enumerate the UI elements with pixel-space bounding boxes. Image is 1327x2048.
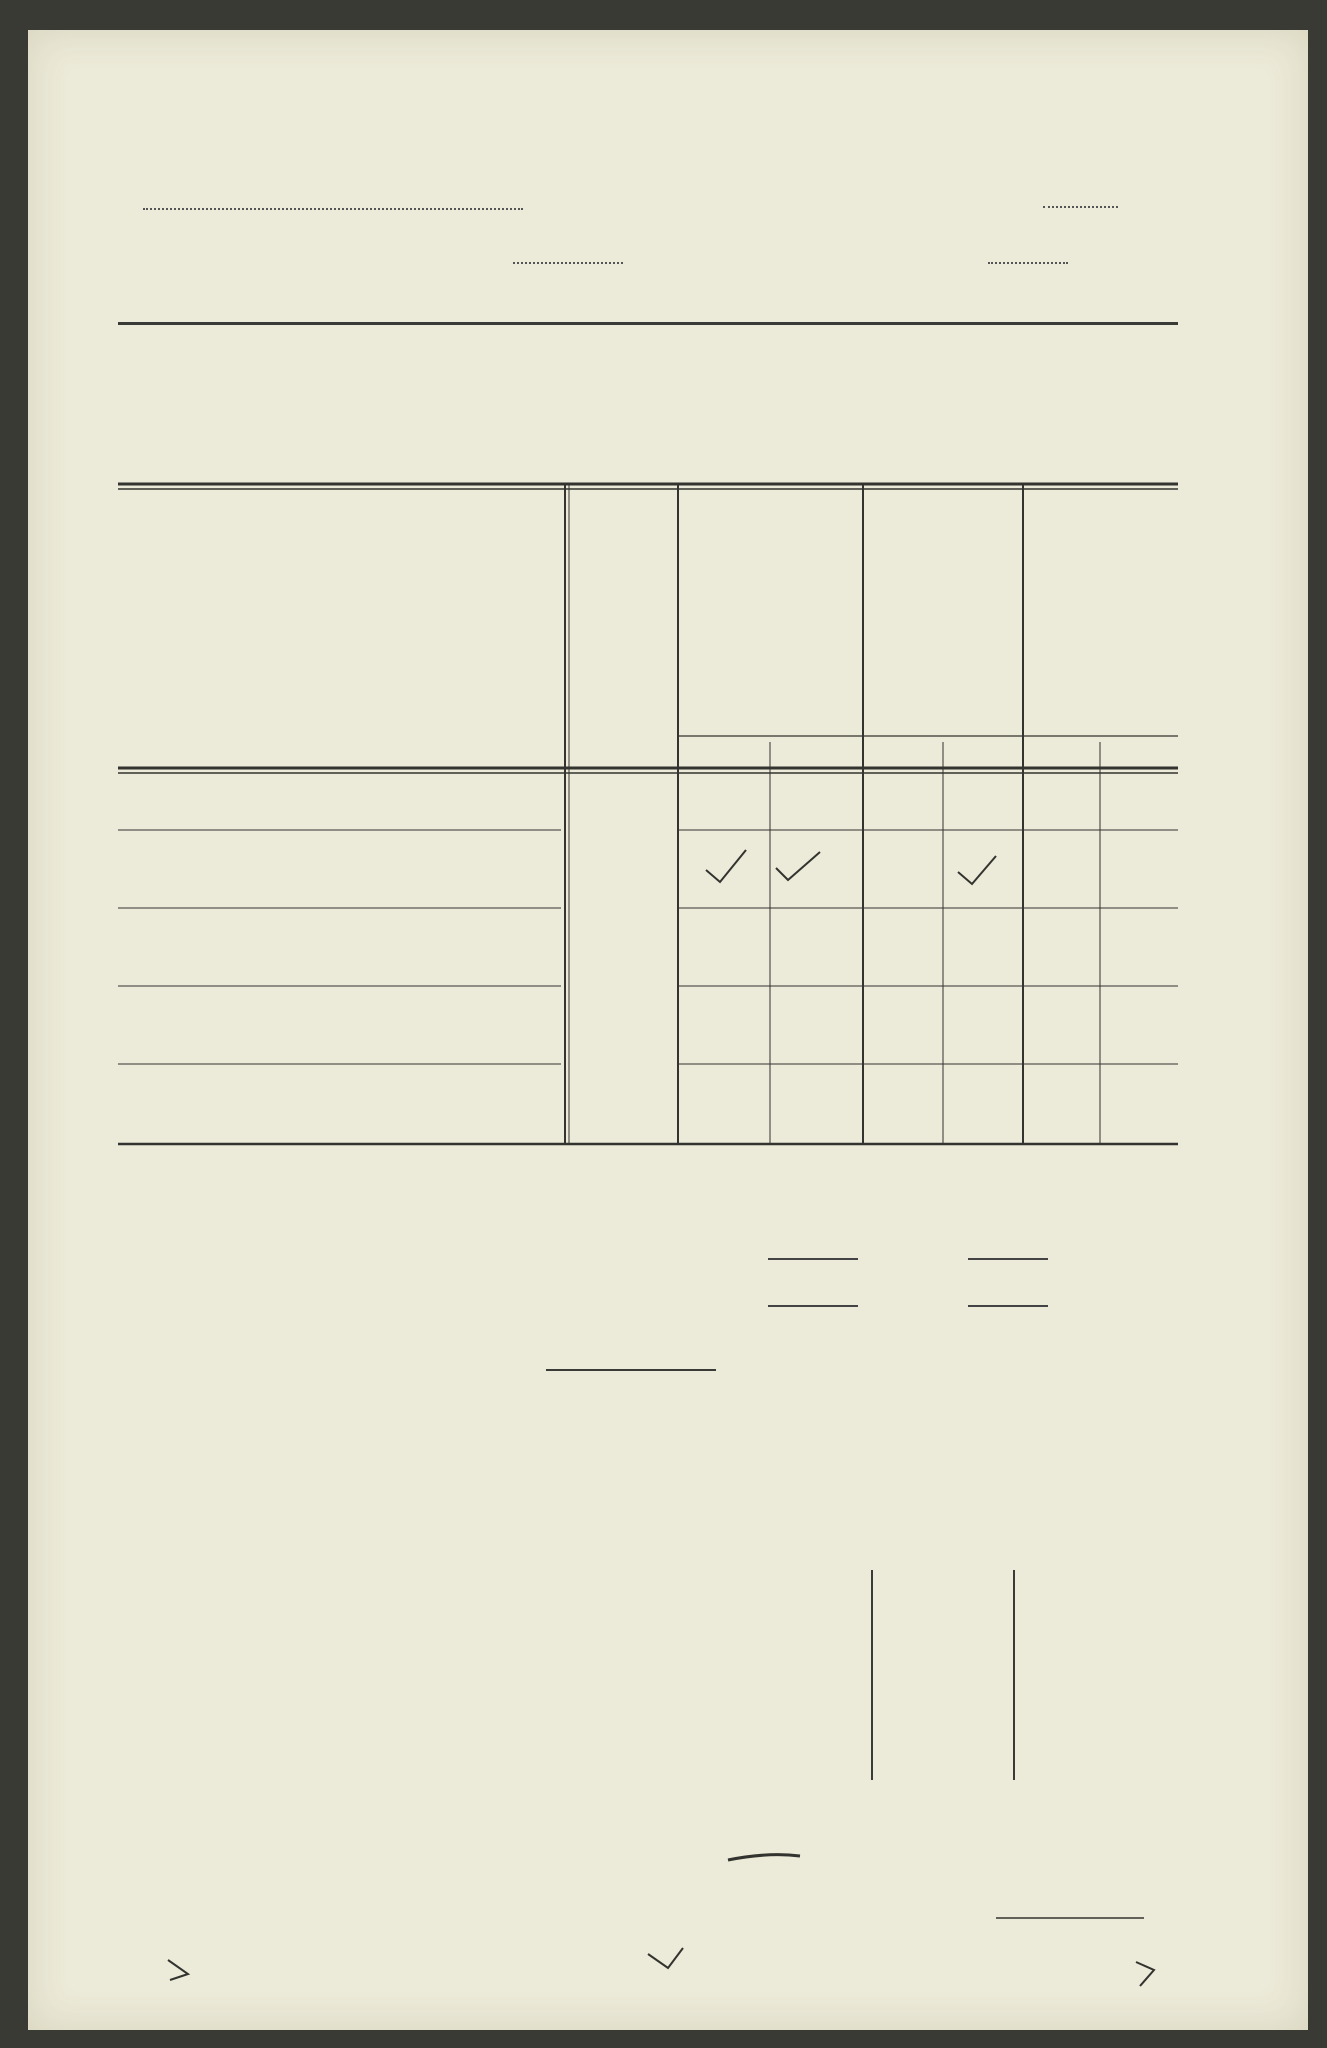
table-grid [28,30,1308,2030]
census-form [28,30,1308,2030]
